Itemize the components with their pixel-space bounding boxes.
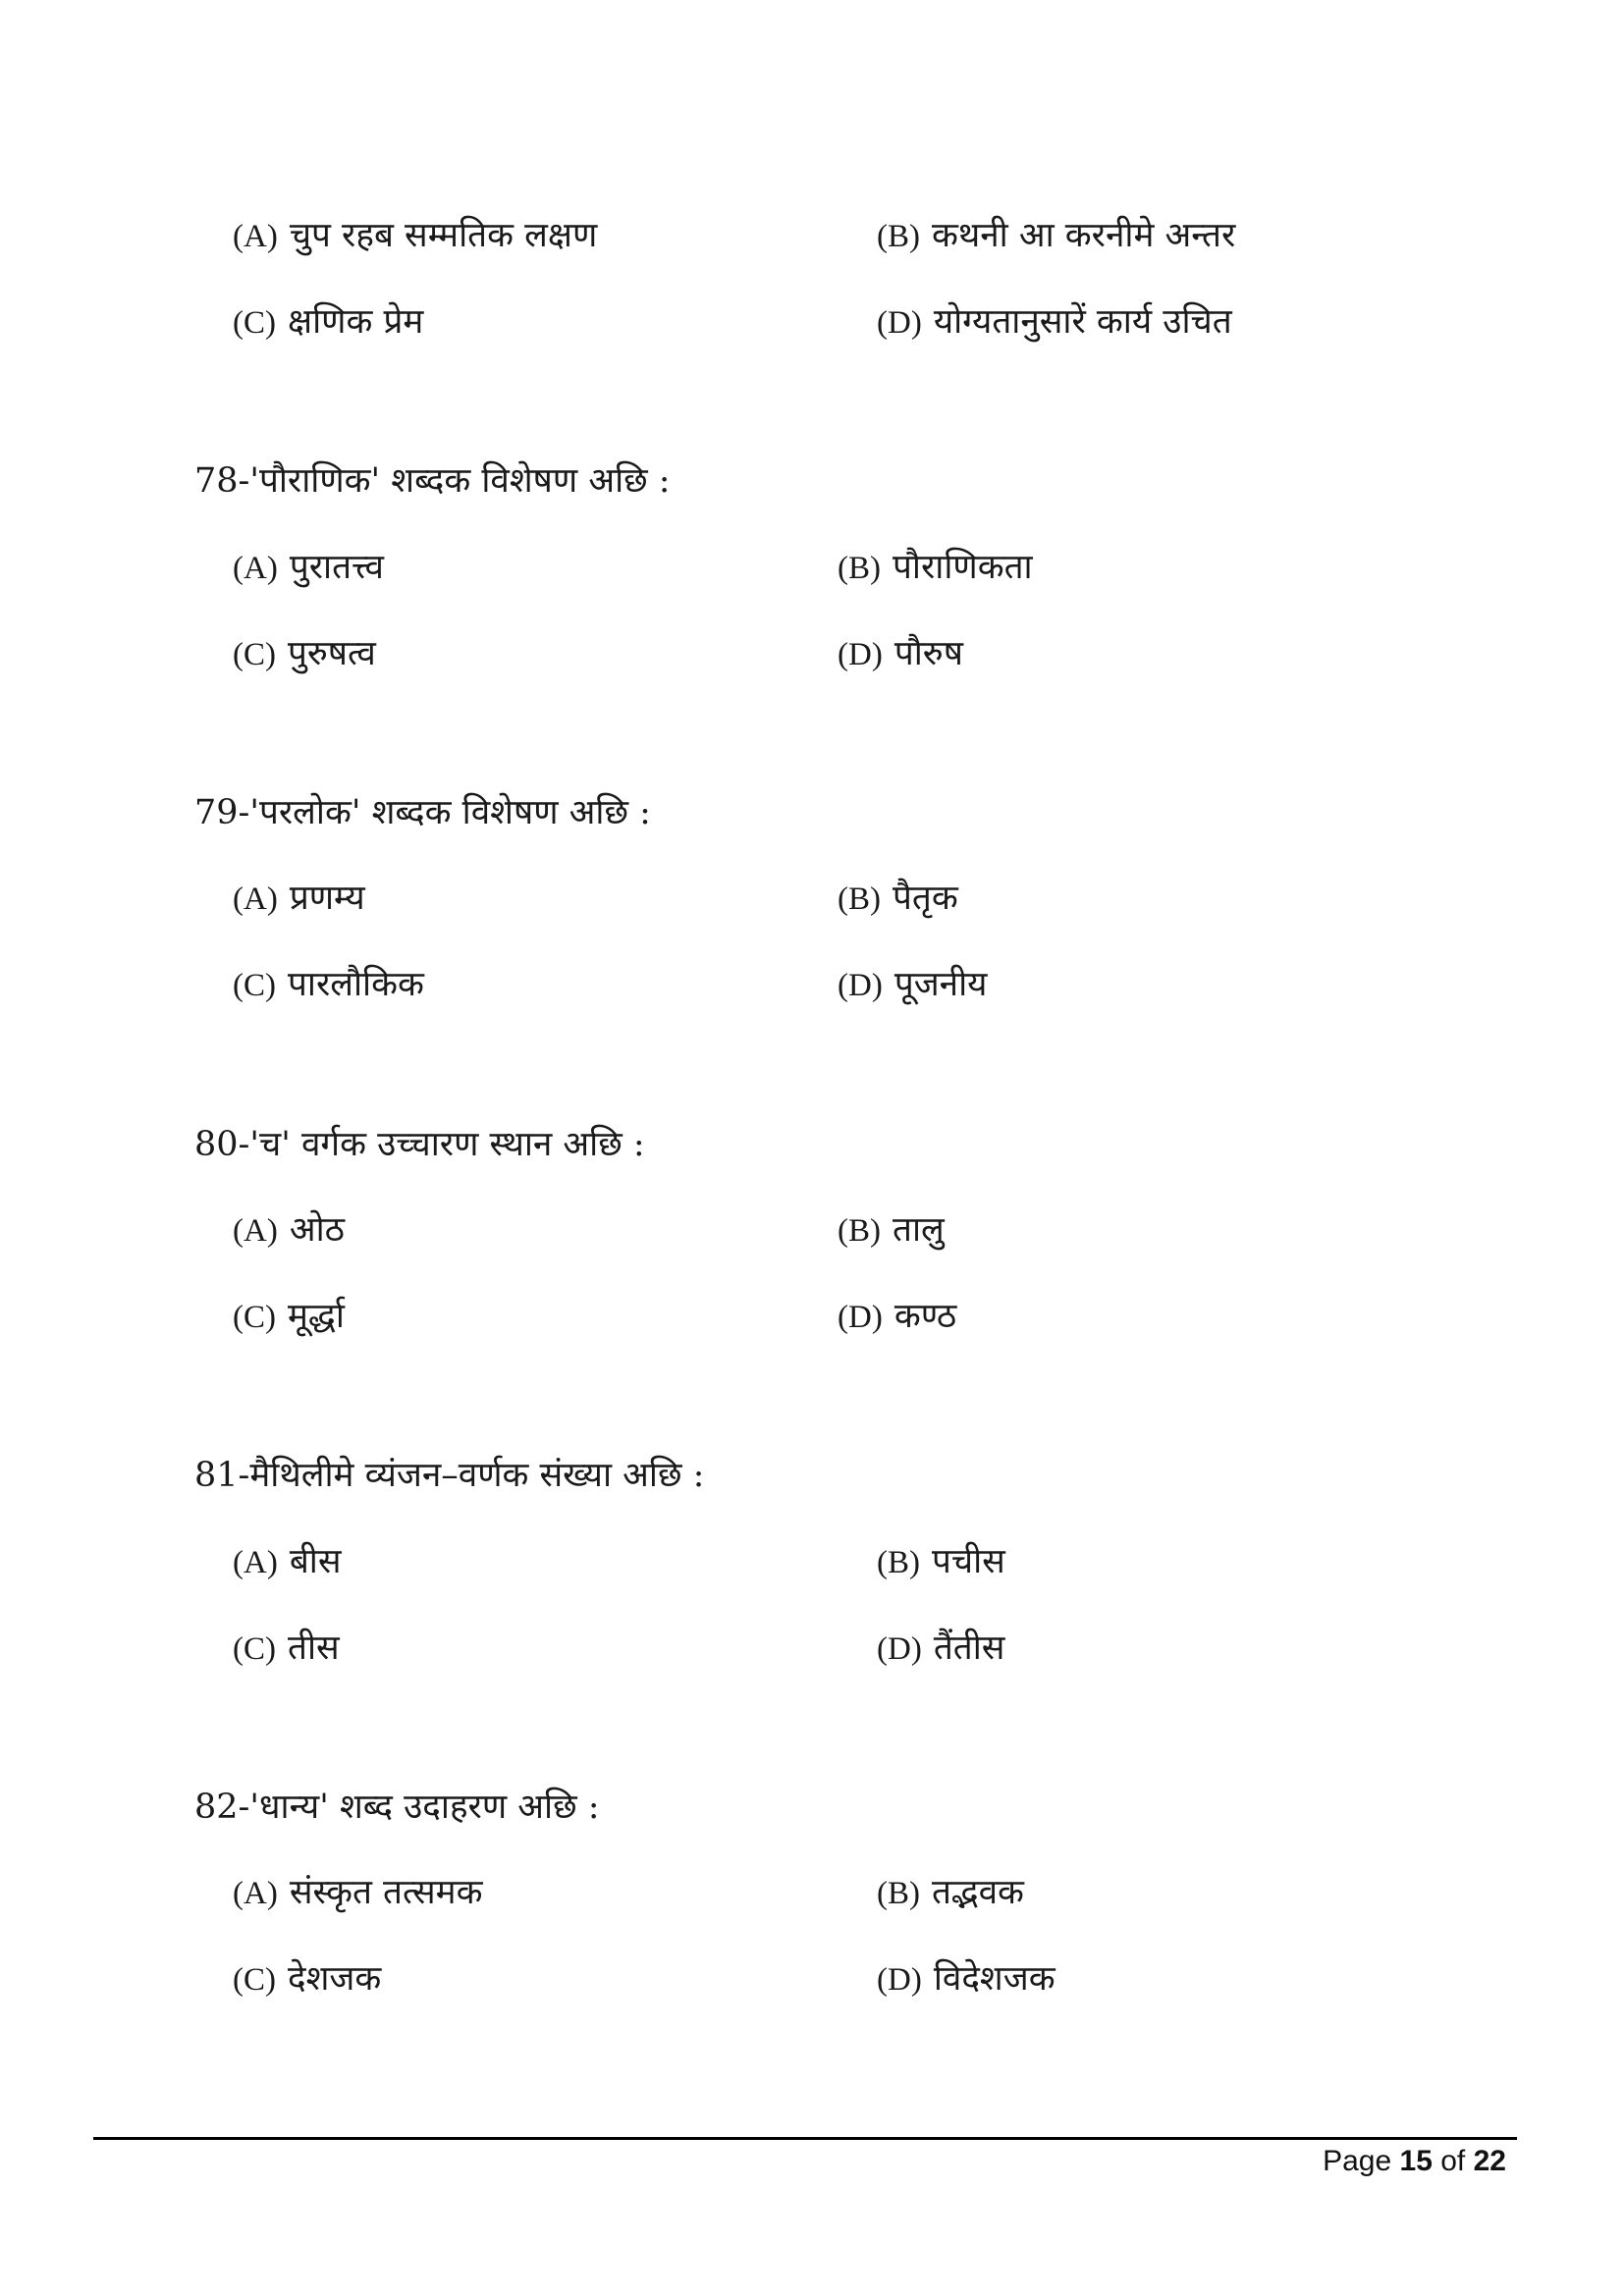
option-mark: (C) — [233, 1300, 276, 1335]
option-b-row — [877, 1871, 1024, 1915]
option-mark: (C) — [233, 1631, 276, 1667]
option-text: क्षणिक प्रेम — [288, 302, 424, 342]
option-text: तीस — [288, 1629, 340, 1668]
option-mark: (A) — [233, 1876, 278, 1911]
option-text: पारलौकिक — [288, 965, 424, 1004]
option-text: संस्कृत तत्समक — [289, 1873, 483, 1912]
footer-rule — [93, 2137, 1517, 2140]
option-d-row — [838, 963, 987, 1007]
option-d-row — [877, 300, 1232, 345]
option-mark: (A) — [233, 551, 278, 586]
option-c-row — [233, 300, 423, 345]
option-c-row — [233, 632, 376, 676]
option-text: पौराणिकता — [893, 548, 1033, 587]
option-text: मूर्द्धा — [288, 1297, 345, 1336]
option-mark: (A) — [233, 1213, 278, 1249]
option-mark: (C) — [233, 637, 276, 672]
option-c-row — [233, 1957, 381, 2002]
option-a-row — [233, 877, 365, 921]
option-text: पुरुषत्व — [288, 634, 376, 673]
option-d-row — [877, 1627, 1004, 1671]
option-mark: (B) — [877, 1876, 920, 1911]
option-c-row — [233, 1627, 340, 1671]
option-text: पौरुष — [893, 634, 963, 673]
option-mark: (D) — [877, 1631, 922, 1667]
option-text: विदेशजक — [933, 1959, 1056, 1999]
option-mark: (B) — [877, 219, 920, 254]
option-mark: (D) — [838, 1300, 883, 1335]
option-d-row — [838, 1295, 956, 1339]
option-mark: (B) — [838, 881, 881, 917]
page-number — [1323, 2142, 1506, 2181]
option-b-row — [838, 877, 958, 921]
option-mark: (A) — [233, 881, 278, 917]
option-mark: (A) — [233, 219, 278, 254]
option-d-row — [877, 1957, 1056, 2002]
option-text: तैंतीस — [933, 1629, 1005, 1668]
option-mark: (C) — [233, 968, 276, 1003]
question-80: 80-'च' वर्गक उच्चारण स्थान अछि : — [194, 1125, 645, 1164]
option-text: चुप रहब सम्मतिक लक्षण — [289, 216, 598, 255]
option-a-row — [233, 1871, 482, 1915]
option-mark: (C) — [233, 305, 276, 341]
option-b-row — [838, 546, 1033, 590]
option-text: बीस — [289, 1542, 342, 1581]
option-a-row — [233, 1540, 342, 1584]
option-text: पूजनीय — [893, 965, 988, 1004]
option-mark: (D) — [877, 1962, 922, 1998]
question-79: 79-'परलोक' शब्दक विशेषण अछि : — [194, 793, 651, 832]
option-mark: (B) — [877, 1545, 920, 1580]
option-mark: (D) — [838, 968, 883, 1003]
option-b-row — [877, 1540, 1005, 1584]
option-text: पचीस — [932, 1542, 1005, 1581]
option-c-row — [233, 963, 424, 1007]
option-text: कथनी आ करनीमे अन्तर — [932, 216, 1236, 255]
option-text: प्रणम्य — [289, 879, 365, 918]
option-text: ओठ — [289, 1210, 345, 1250]
option-a-row — [233, 1208, 345, 1253]
of-word: of — [1440, 2145, 1466, 2177]
page-word: Page — [1323, 2145, 1392, 2177]
option-b-row — [838, 1208, 945, 1253]
option-mark: (D) — [877, 305, 922, 341]
option-mark: (A) — [233, 1545, 278, 1580]
option-d-row — [838, 632, 963, 676]
option-b-row — [877, 214, 1235, 258]
option-text: देशजक — [288, 1959, 382, 1999]
option-a-row — [233, 546, 384, 590]
option-mark: (B) — [838, 1213, 881, 1249]
question-82: 82-'धान्य' शब्द उदाहरण अछि : — [194, 1788, 600, 1827]
option-mark: (C) — [233, 1962, 276, 1998]
option-c-row — [233, 1295, 345, 1339]
option-text: योग्यतानुसारें कार्य उचित — [933, 302, 1232, 342]
option-mark: (D) — [838, 637, 883, 672]
option-text: पैतृक — [893, 879, 958, 918]
total-pages: 22 — [1473, 2145, 1506, 2177]
option-mark: (B) — [838, 551, 881, 586]
question-78: 78-'पौराणिक' शब्दक विशेषण अछि : — [194, 461, 671, 501]
option-a-row — [233, 214, 597, 258]
question-81: 81-मैथिलीमे व्यंजन–वर्णक संख्या अछि : — [194, 1456, 705, 1495]
option-text: कण्ठ — [893, 1297, 957, 1336]
current-page: 15 — [1399, 2145, 1433, 2177]
option-text: पुरातत्त्व — [289, 548, 384, 587]
option-text: तालु — [893, 1210, 945, 1250]
option-text: तद्भवक — [932, 1873, 1024, 1912]
